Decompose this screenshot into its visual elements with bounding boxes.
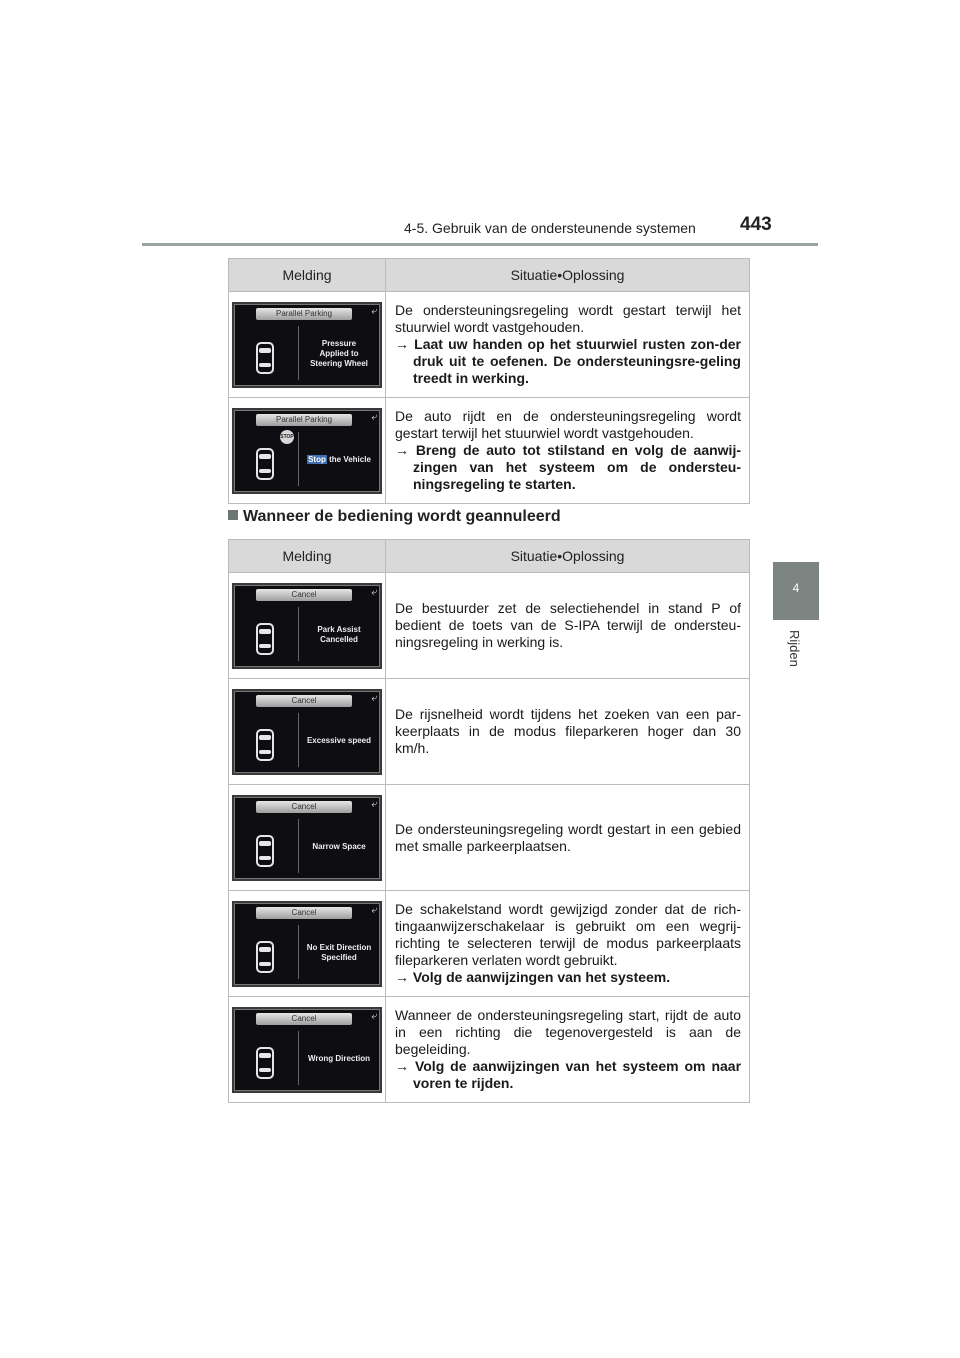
back-arrow-icon: ⤶ bbox=[371, 1010, 377, 1022]
square-bullet-icon bbox=[228, 510, 238, 520]
situation-text: De bestuurder zet de selectiehendel in stand P of bedient de toets van de S-IPA terwijl de ondersteu-ningsregeling in werking is. bbox=[395, 600, 741, 650]
screen-message: Stop the Vehicle bbox=[308, 454, 371, 464]
back-arrow-icon: ⤶ bbox=[371, 586, 377, 598]
back-arrow-icon: ⤶ bbox=[371, 904, 377, 916]
arrow-icon: → bbox=[395, 1058, 415, 1074]
solution-text: → Volg de aanwijzingen van het systeem. bbox=[395, 969, 671, 985]
display-screen bbox=[232, 408, 382, 494]
arrow-icon: → bbox=[395, 336, 415, 352]
messages-table-2 bbox=[228, 539, 750, 1103]
table-row bbox=[229, 997, 750, 1103]
stop-sign-icon: STOP bbox=[280, 430, 294, 444]
screen-message: Narrow Space bbox=[312, 841, 366, 851]
column-header-melding: Melding bbox=[229, 540, 386, 573]
car-icon bbox=[256, 623, 274, 655]
screen-divider bbox=[298, 326, 299, 380]
back-arrow-icon: ⤶ bbox=[371, 798, 377, 810]
column-header-situatie: Situatie•Oplossing bbox=[386, 259, 750, 292]
screen-divider bbox=[298, 607, 299, 661]
solution-text: → Laat uw handen op het stuurwiel rusten zon-der druk uit te oefenen. De ondersteuningsre-geling treedt in werking. bbox=[395, 336, 741, 386]
screen-banner: Parallel Parking bbox=[256, 308, 352, 320]
column-header-melding: Melding bbox=[229, 259, 386, 292]
screen-message: Excessive speed bbox=[306, 735, 372, 745]
situation-text: De ondersteuningsregeling wordt gestart terwijl het stuurwiel wordt vastgehouden. bbox=[395, 302, 741, 335]
car-icon bbox=[256, 729, 274, 761]
table-row bbox=[229, 398, 750, 504]
screen-divider bbox=[298, 432, 299, 486]
back-arrow-icon: ⤶ bbox=[371, 305, 377, 317]
situation-text: De ondersteuningsregeling wordt gestart in een gebied met smalle parkeerplaatsen. bbox=[395, 820, 741, 854]
situation-text: Wanneer de ondersteuningsregeling start, rijdt de auto in een richting die tegenovergesteld is aan de begeleiding. bbox=[395, 1007, 741, 1057]
screen-divider bbox=[298, 819, 299, 873]
back-arrow-icon: ⤶ bbox=[371, 411, 377, 423]
display-screen bbox=[232, 901, 382, 987]
solution-text: → Breng de auto tot stilstand en volg de aanwij-zingen van het systeem om de ondersteu-ningsregeling te starten. bbox=[395, 442, 741, 492]
section-heading: Wanneer de bediening wordt geannuleerd bbox=[228, 508, 561, 526]
display-screen bbox=[232, 689, 382, 775]
car-icon bbox=[256, 941, 274, 973]
display-screen bbox=[232, 302, 382, 388]
car-icon bbox=[256, 342, 274, 374]
screen-message: Wrong Direction bbox=[307, 1053, 371, 1063]
display-screen bbox=[232, 1007, 382, 1093]
situation-text: De rijsnelheid wordt tijdens het zoeken van een par-keerplaats in de modus fileparkeren hoger dan 30 km/h. bbox=[395, 706, 741, 756]
screen-message: Park Assist Cancelled bbox=[317, 624, 361, 644]
table-row bbox=[229, 785, 750, 891]
table-row bbox=[229, 573, 750, 679]
car-icon bbox=[256, 1047, 274, 1079]
car-icon bbox=[256, 448, 274, 480]
screen-banner: Parallel Parking bbox=[256, 414, 352, 426]
chapter-label: Rijden bbox=[787, 630, 802, 667]
screen-divider bbox=[298, 713, 299, 767]
situation-text: De auto rijdt en de ondersteuningsregeling wordt gestart terwijl het stuurwiel wordt vastgehouden. bbox=[395, 408, 741, 441]
column-header-situatie: Situatie•Oplossing bbox=[386, 540, 750, 573]
screen-banner: Cancel bbox=[256, 801, 352, 813]
table-row bbox=[229, 679, 750, 785]
messages-table-1 bbox=[228, 258, 750, 504]
car-icon bbox=[256, 835, 274, 867]
situation-text: De schakelstand wordt gewijzigd zonder dat de rich-tingaanwijzerschakelaar is gebruikt om een wegrij-richting te selecteren terwijl de modus parkeerplaats fileparkeren verlaten wordt gebruikt. bbox=[395, 901, 741, 968]
screen-banner: Cancel bbox=[256, 695, 352, 707]
screen-banner: Cancel bbox=[256, 589, 352, 601]
table-row bbox=[229, 891, 750, 997]
display-screen bbox=[232, 583, 382, 669]
screen-banner: Cancel bbox=[256, 907, 352, 919]
arrow-icon: → bbox=[395, 969, 413, 985]
solution-text: → Volg de aanwijzingen van het systeem om naar voren te rijden. bbox=[395, 1058, 742, 1091]
display-screen bbox=[232, 795, 382, 881]
arrow-icon: → bbox=[395, 442, 416, 458]
screen-message: Pressure Applied to Steering Wheel bbox=[310, 338, 368, 368]
chapter-tab: 4 bbox=[773, 562, 819, 620]
page-header-title: 4-5. Gebruik van de ondersteunende systemen bbox=[404, 220, 696, 236]
header-rule bbox=[142, 243, 818, 246]
screen-message: No Exit Direction Specified bbox=[306, 942, 372, 962]
back-arrow-icon: ⤶ bbox=[371, 692, 377, 704]
page-number: 443 bbox=[740, 214, 772, 235]
screen-divider bbox=[298, 1031, 299, 1085]
screen-banner: Cancel bbox=[256, 1013, 352, 1025]
table-row bbox=[229, 292, 750, 398]
screen-divider bbox=[298, 925, 299, 979]
